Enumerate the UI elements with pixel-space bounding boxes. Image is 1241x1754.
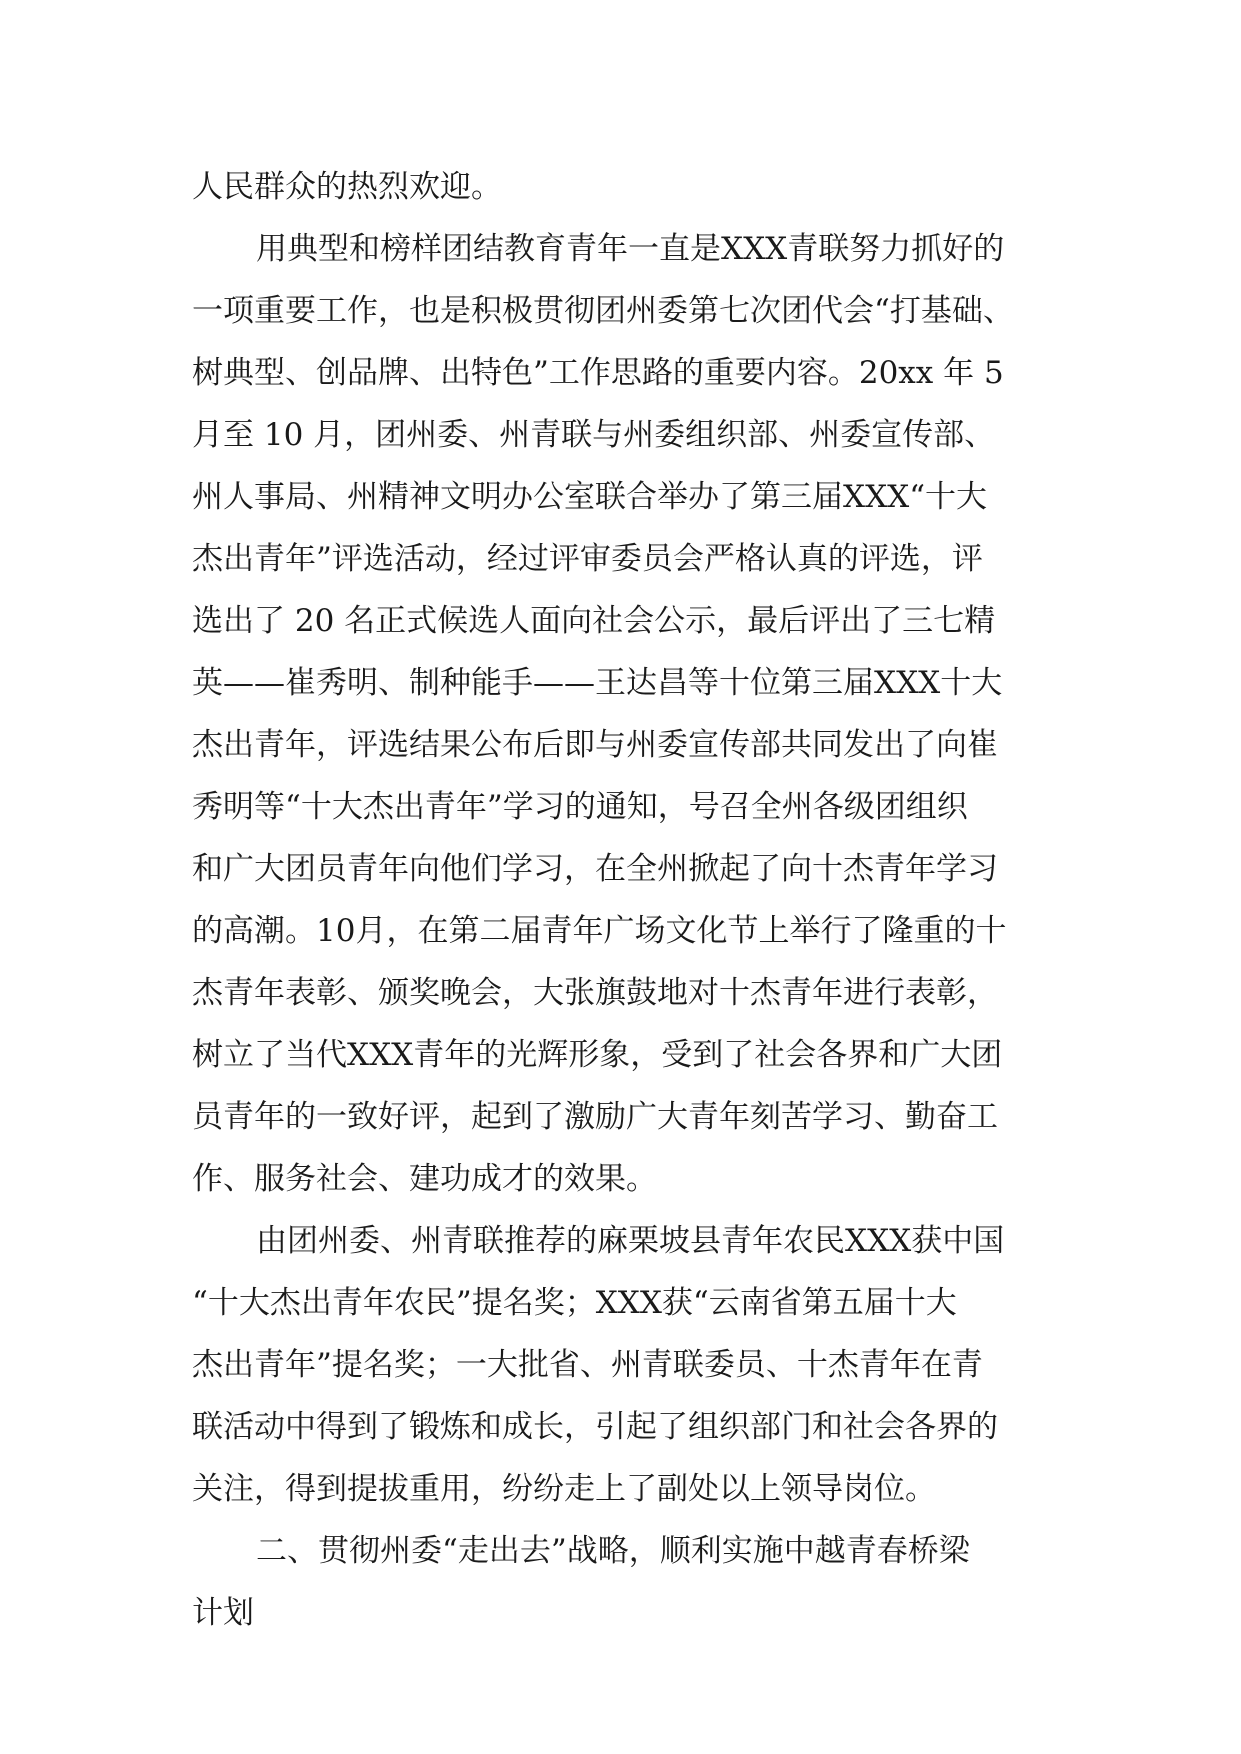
document-body (192, 156, 1062, 1644)
paragraph-line: 英——崔秀明、制种能手——王达昌等十位第三届XXX十大 (192, 665, 1003, 701)
paragraph-line: “十大杰出青年农民”提名奖；XXX获“云南省第五届十大 (192, 1285, 957, 1321)
paragraph-line: 员青年的一致好评，起到了激励广大青年刻苦学习、勤奋工 (192, 1099, 998, 1135)
paragraph-line: 秀明等“十大杰出青年”学习的通知，号召全州各级团组织 (192, 789, 968, 825)
paragraph-line: 一项重要工作，也是积极贯彻团州委第七次团代会“打基础、 (192, 293, 1014, 329)
paragraph-line: 作、服务社会、建功成才的效果。 (192, 1161, 657, 1197)
section-heading-line: 计划 (192, 1595, 254, 1631)
paragraph-line: 杰出青年”提名奖；一大批省、州青联委员、十杰青年在青 (192, 1347, 983, 1383)
paragraph-line: 用典型和榜样团结教育青年一直是XXX青联努力抓好的 (256, 231, 1005, 267)
paragraph-line: 选出了 20 名正式候选人面向社会公示，最后评出了三七精 (192, 603, 996, 639)
paragraph-line: 杰出青年”评选活动，经过评审委员会严格认真的评选，评 (192, 541, 983, 577)
paragraph-line: 杰青年表彰、颁奖晚会，大张旗鼓地对十杰青年进行表彰， (192, 975, 998, 1011)
paragraph-line: 的高潮。10月，在第二届青年广场文化节上举行了隆重的十 (192, 913, 1007, 949)
paragraph-line: 关注，得到提拔重用，纷纷走上了副处以上领导岗位。 (192, 1471, 936, 1507)
paragraph-line: 州人事局、州精神文明办公室联合举办了第三届XXX“十大 (192, 479, 988, 515)
paragraph-line: 树典型、创品牌、出特色”工作思路的重要内容。20xx 年 5 (192, 355, 1004, 391)
paragraph-line: 树立了当代XXX青年的光辉形象，受到了社会各界和广大团 (192, 1037, 1003, 1073)
paragraph-line: 人民群众的热烈欢迎。 (192, 169, 502, 205)
paragraph-line: 杰出青年，评选结果公布后即与州委宣传部共同发出了向崔 (192, 727, 998, 763)
paragraph-line: 月至 10 月，团州委、州青联与州委组织部、州委宣传部、 (192, 417, 996, 453)
paragraph-line: 和广大团员青年向他们学习，在全州掀起了向十杰青年学习 (192, 851, 998, 887)
paragraph-line: 由团州委、州青联推荐的麻栗坡县青年农民XXX获中国 (256, 1223, 1005, 1259)
paragraph-line: 联活动中得到了锻炼和成长，引起了组织部门和社会各界的 (192, 1409, 998, 1445)
section-heading-line: 二、贯彻州委“走出去”战略，顺利实施中越青春桥梁 (256, 1533, 970, 1569)
